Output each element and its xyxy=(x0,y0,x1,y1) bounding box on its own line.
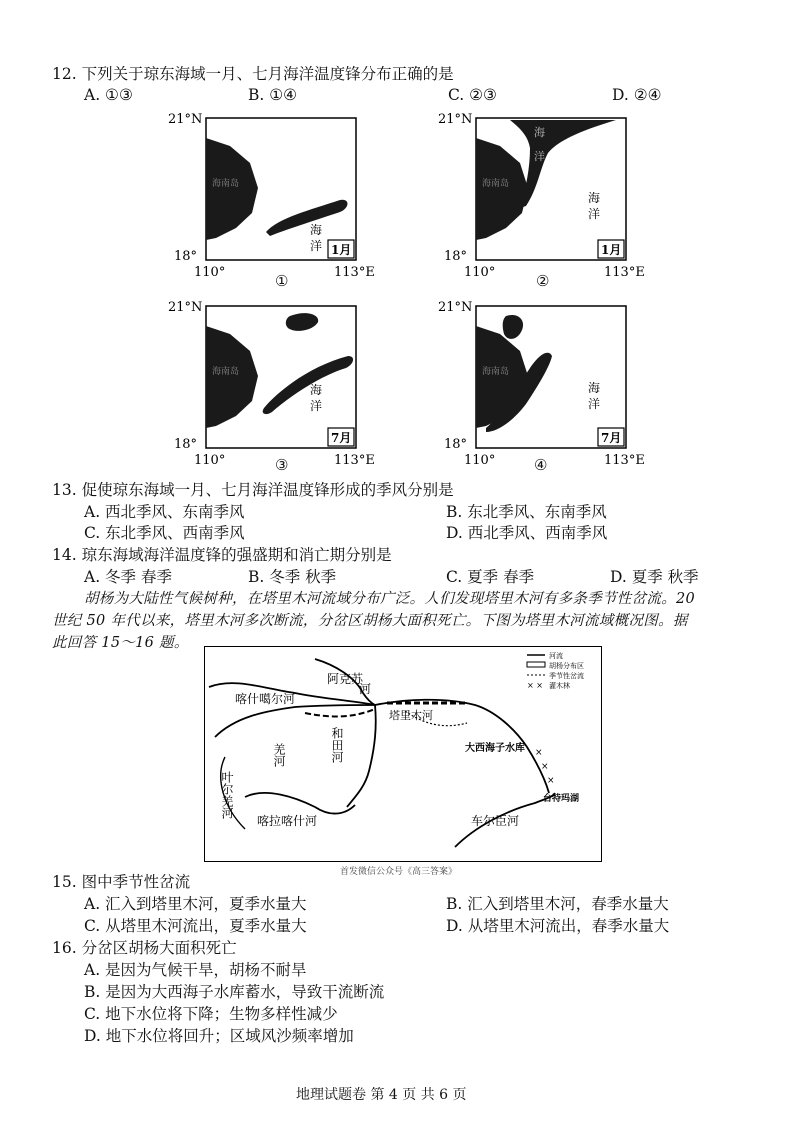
map1-lat-bottom: 18° xyxy=(174,249,198,264)
q13-option-b: B. 东北季风、东南季风 xyxy=(446,503,607,521)
front-map-1 xyxy=(160,108,375,288)
q14-option-b: B. 冬季 秋季 xyxy=(248,568,337,586)
svg-text:海: 海 xyxy=(588,191,601,205)
q15-option-d: D. 从塔里木河流出，春季水量大 xyxy=(446,917,670,935)
svg-text:21°N: 21°N xyxy=(438,112,473,127)
svg-text:海: 海 xyxy=(534,126,545,139)
q16-option-b: B. 是因为大西海子水库蓄水，导致干流断流 xyxy=(84,983,385,1001)
populus-belt xyxy=(305,709,375,716)
q12-option-c: C. ②③ xyxy=(448,86,497,104)
svg-text:110°: 110° xyxy=(464,265,496,280)
svg-text:台特玛湖: 台特玛湖 xyxy=(543,794,580,804)
q14-option-c: C. 夏季 春季 xyxy=(446,568,535,586)
watermark: 首发微信公众号《高三答案》 xyxy=(340,867,458,877)
map1-lat-top: 21°N xyxy=(168,112,203,127)
svg-text:113°E: 113°E xyxy=(604,265,645,280)
svg-text:海南岛: 海南岛 xyxy=(482,179,510,189)
map4-number: ④ xyxy=(534,456,548,474)
q13-option-a: A. 西北季风、东南季风 xyxy=(84,503,245,521)
map1-lon-right: 113°E xyxy=(334,265,375,280)
q15-stem: 15. 图中季节性岔流 xyxy=(52,873,191,891)
svg-text:喀拉喀什河: 喀拉喀什河 xyxy=(257,814,318,828)
svg-text:洋: 洋 xyxy=(310,399,323,413)
q14-option-a: A. 冬季 春季 xyxy=(84,568,172,586)
yarkand-river xyxy=(215,705,375,737)
map1-number: ① xyxy=(275,272,289,290)
svg-text:阿克苏: 阿克苏 xyxy=(327,672,364,686)
map3-number: ③ xyxy=(275,456,289,474)
q15-option-b: B. 汇入到塔里木河，春季水量大 xyxy=(446,895,669,913)
map2-number: ② xyxy=(536,272,550,290)
svg-text:叶尔羌河: 叶尔羌河 xyxy=(220,771,234,819)
svg-text:7月: 7月 xyxy=(601,431,622,445)
q16-option-c: C. 地下水位将下降；生物多样性减少 xyxy=(84,1005,338,1023)
q16-option-d: D. 地下水位将回升；区域风沙频率增加 xyxy=(84,1027,354,1045)
svg-text:×: × xyxy=(541,762,549,772)
map1-sea-label-2: 洋 xyxy=(310,239,323,253)
q13-stem: 13. 促使琼东海域一月、七月海洋温度锋形成的季风分别是 xyxy=(52,481,454,499)
svg-text:21°N: 21°N xyxy=(168,300,203,315)
svg-text:× ×: × × xyxy=(527,681,543,690)
svg-text:海: 海 xyxy=(588,381,601,395)
svg-text:海南岛: 海南岛 xyxy=(482,367,510,377)
map-legend xyxy=(527,651,584,690)
svg-text:海: 海 xyxy=(310,383,323,397)
svg-text:113°E: 113°E xyxy=(334,453,375,468)
karakash-river xyxy=(245,793,355,814)
map1-month: 1月 xyxy=(331,243,352,257)
svg-text:季节性岔流: 季节性岔流 xyxy=(549,672,584,680)
shrub-mark: × xyxy=(535,748,543,758)
q16-option-a: A. 是因为气候干旱，胡杨不耐旱 xyxy=(84,961,307,979)
svg-text:大西海子水库: 大西海子水库 xyxy=(465,743,525,754)
tarim-river-map xyxy=(204,646,602,862)
map1-sea-label-1: 海 xyxy=(310,223,323,237)
svg-text:110°: 110° xyxy=(464,453,496,468)
svg-text:灌木林: 灌木林 xyxy=(549,682,570,690)
passage-line-1: 胡杨为大陆性气候树种，在塔里木河流域分布广泛。人们发现塔里木河有多条季节性岔流。20 xyxy=(84,591,696,607)
svg-text:18°: 18° xyxy=(444,437,468,452)
q15-option-c: C. 从塔里木河流出，夏季水量大 xyxy=(84,917,307,935)
svg-text:洋: 洋 xyxy=(534,150,545,163)
q12-option-a: A. ①③ xyxy=(84,86,133,104)
front-map-2 xyxy=(430,108,645,288)
svg-text:×: × xyxy=(547,776,555,786)
q16-stem: 16. 分岔区胡杨大面积死亡 xyxy=(52,939,237,957)
svg-text:车尔臣河: 车尔臣河 xyxy=(471,814,520,828)
svg-text:河: 河 xyxy=(359,682,372,696)
svg-text:洋: 洋 xyxy=(588,207,601,221)
svg-text:110°: 110° xyxy=(194,453,226,468)
q15-option-a: A. 汇入到塔里木河，夏季水量大 xyxy=(84,895,307,913)
svg-text:1月: 1月 xyxy=(601,243,622,257)
q13-option-d: D. 西北季风、西南季风 xyxy=(446,524,608,542)
svg-text:18°: 18° xyxy=(444,249,468,264)
q14-option-d: D. 夏季 秋季 xyxy=(610,568,699,586)
q12-option-d: D. ②④ xyxy=(612,86,662,104)
svg-text:18°: 18° xyxy=(174,437,198,452)
q12-option-b: B. ①④ xyxy=(248,86,298,104)
map1-lon-left: 110° xyxy=(194,265,226,280)
svg-text:羌河: 羌河 xyxy=(272,743,286,767)
front-map-4 xyxy=(430,296,645,476)
svg-text:喀什噶尔河: 喀什噶尔河 xyxy=(235,692,296,706)
svg-text:胡杨分布区: 胡杨分布区 xyxy=(549,662,584,670)
svg-text:7月: 7月 xyxy=(331,431,352,445)
svg-text:洋: 洋 xyxy=(588,397,601,411)
map1-land-label: 海南岛 xyxy=(212,179,240,189)
svg-text:和田河: 和田河 xyxy=(330,727,344,763)
passage-line-3: 此回答 15～16 题。 xyxy=(52,635,189,651)
svg-text:河流: 河流 xyxy=(549,652,563,660)
q12-stem: 12. 下列关于琼东海域一月、七月海洋温度锋分布正确的是 xyxy=(52,65,454,83)
front-map-3 xyxy=(160,296,375,476)
svg-text:海南岛: 海南岛 xyxy=(212,367,240,377)
hotan-river xyxy=(347,705,376,807)
svg-text:113°E: 113°E xyxy=(604,453,645,468)
page-footer: 地理试题卷 第 4 页 共 6 页 xyxy=(296,1087,467,1103)
passage-line-2: 世纪 50 年代以来，塔里木河多次断流，分岔区胡杨大面积死亡。下图为塔里木河流域概况图。据 xyxy=(52,613,688,629)
q13-option-c: C. 东北季风、西南季风 xyxy=(84,524,245,542)
q14-stem: 14. 琼东海域海洋温度锋的强盛期和消亡期分别是 xyxy=(52,546,392,564)
tarim-label: 塔里木河 xyxy=(389,709,433,722)
svg-text:21°N: 21°N xyxy=(438,300,473,315)
